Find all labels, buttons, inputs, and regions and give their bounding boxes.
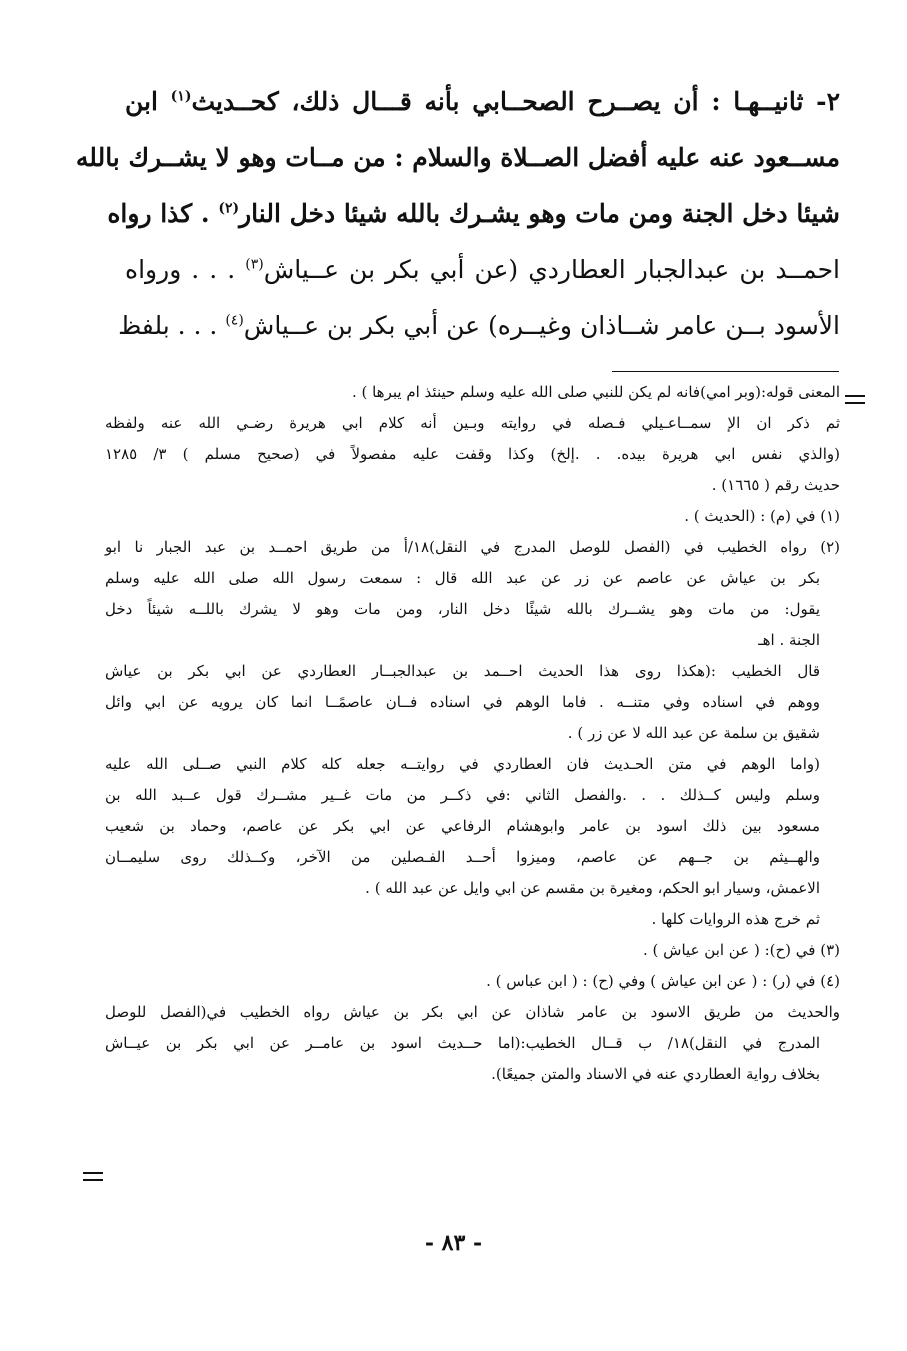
- footnote-line: (واما الوهم في متن الحـديث فان العطاردي في روايتــه جعله كله كلام النبي صــلى الله عليه: [105, 755, 820, 773]
- footnote-line: بكر بن عياش عن عاصم عن زر عن عبد الله قال : سمعت رسول الله صلى الله عليه وسلم: [105, 569, 820, 587]
- footnote-2: (٢) رواه الخطيب في (الفصل للوصل المدرج في النقل)١٨/أ من طريق احمــد بن عبد الجبار نا ابو: [105, 538, 840, 556]
- main-line-5: الأسود بــن عامر شــاذان وغيــره) عن أبي بكر بن عــياش$^{(٤)}$ . . . بلفظ: [118, 311, 840, 340]
- footnote-ref-1: (١): [170, 88, 192, 105]
- footnote-line: ثم ذكر ان الإ سمــاعـيلي فـصله في روايته وبـين أنه كلام ابي هريرة رضـي الله عنه ولفظه: [105, 414, 840, 432]
- footnote-line: شقيق بن سلمة عن عبد الله لا عن زر ) .: [567, 724, 820, 742]
- footnote-line: حديث رقم ( ١٦٦٥) .: [711, 476, 840, 494]
- footnote-line: بخلاف رواية العطاردي عنه في الاسناد والمتن جميعًا).: [491, 1065, 820, 1083]
- footnote-line: مسعود بين ذلك اسود بن عامر وابوهشام الرفاعي عن ابي بكر عن عاصم، وحماد بن شعيب: [105, 817, 820, 835]
- footnote-ref-3: (٣): [245, 256, 264, 273]
- footnote-line: المدرج في النقل)١٨/ ب قــال الخطيب:(اما حــديث اسود بن عامــر عن ابي بكر بن عيــاش: [105, 1034, 820, 1052]
- footnote-line: المعنى قوله:(وبر امي)فانه لم يكن للنبي صلى الله عليه وسلم حينئذ ام يبرها ) .: [351, 383, 840, 401]
- main-text: [75, 74, 840, 354]
- footnote-separator: [612, 371, 839, 372]
- footnote-line: ثم خرج هذه الروايات كلها .: [651, 910, 820, 928]
- footnote-ref-2: (٢): [218, 200, 240, 217]
- footnote-line: الاعمش، وسيار ابو الحكم، ومغيرة بن مقسم عن ابي وايل عن عبد الله ) .: [365, 879, 820, 897]
- footnote-4: (٤) في (ر) : ( عن ابن عياش ) وفي (ح) : ( ابن عباس ) .: [486, 972, 840, 990]
- main-line-4: احمــد بن عبدالجبار العطاردي (عن أبي بكر بن عــياش$^{(٣)}$ . . . ورواه: [125, 255, 840, 284]
- main-line-2: مســعود عنه عليه أفضل الصــلاة والسلام : من مــات وهو لا يشــرك بالله: [75, 143, 840, 172]
- footnote-line: والحديث من طريق الاسود بن عامر شاذان عن ابي بكر بن عياش رواه الخطيب في(الفصل للوصل: [105, 1003, 840, 1021]
- page-number: - ٨٣ -: [424, 1230, 483, 1256]
- footnote-line: (والذي نفس ابي هريرة بيده. . .إلخ) وكذا وقفت عليه مفصولاً في (صحيح مسلم ) ٣/ ١٢٨٥: [105, 445, 840, 463]
- footnote-ref-4: (٤): [225, 312, 244, 329]
- footnote-line: وسلم وليس كــذلك . . .والفصل الثاني :في ذكــر من مات غــير مشــرك قول عــبد الله بن: [105, 786, 820, 804]
- footnote-3: (٣) في (ح): ( عن ابن عياش ) .: [643, 941, 840, 959]
- footnote-line: الجنة . اهـ: [758, 631, 820, 649]
- footnote-line: يقول: من مات وهو يشــرك بالله شيئًا دخل النار، ومن مات وهو لا يشرك باللــه شيئاً دخل: [105, 600, 820, 618]
- page-mark-top: [845, 395, 865, 404]
- footnote-line: والهــيثم بن جــهم عن عاصم، وميزوا أحــد الفـصلين من الآخر، وكــذلك روى سليمــان: [105, 848, 820, 866]
- footnote-line: قال الخطيب :(هكذا روى هذا الحديث احــمد بن عبدالجبــار العطاردي عن ابي بكر بن عياش: [105, 662, 820, 680]
- main-line-3: شيئا دخل الجنة ومن مات وهو يشـرك بالله شيئا دخل النار$^{(٢)}$ . كذا رواه: [107, 199, 840, 228]
- page-mark-bottom: [83, 1172, 103, 1181]
- footnote-1: (١) في (م) : (الحديث ) .: [684, 507, 840, 525]
- footnote-line: ووهم في اسناده وفي متنــه . فاما الوهم في اسناده فــان عاصمًــا انما كان يرويه عن ابي وائل: [105, 693, 820, 711]
- footnotes: [105, 377, 840, 1090]
- main-line-1: ٢- ثانيــهـا : أن يصــرح الصحــابي بأنه قـــال ذلك، كحــديث$^{(١)}$ ابن: [125, 87, 840, 116]
